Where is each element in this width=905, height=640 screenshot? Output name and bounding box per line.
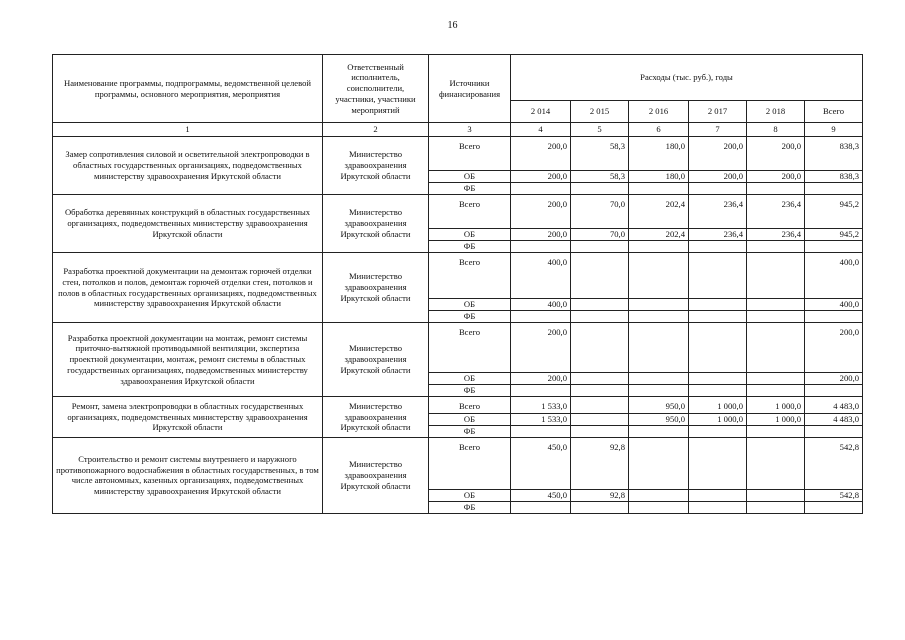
expense-value: 542,8 (805, 437, 863, 489)
funding-source: ФБ (429, 311, 511, 323)
column-number: 1 (53, 123, 323, 137)
funding-source: ОБ (429, 489, 511, 501)
header-year: 2 018 (747, 101, 805, 123)
expense-value: 180,0 (629, 171, 689, 183)
expense-value (511, 425, 571, 437)
column-number: 6 (629, 123, 689, 137)
expense-value: 450,0 (511, 489, 571, 501)
expense-value: 236,4 (689, 195, 747, 229)
expense-value (689, 501, 747, 513)
column-number: 5 (571, 123, 629, 137)
expense-value: 200,0 (511, 229, 571, 241)
expense-value: 400,0 (805, 299, 863, 311)
expense-value: 838,3 (805, 171, 863, 183)
expense-value (747, 183, 805, 195)
column-number: 3 (429, 123, 511, 137)
expense-value (629, 253, 689, 299)
expense-value (805, 241, 863, 253)
expense-value (689, 311, 747, 323)
expense-value (629, 183, 689, 195)
executor: Министерство здравоохранения Иркутской области (323, 437, 429, 513)
header-expenses: Расходы (тыс. руб.), годы (511, 55, 863, 101)
expense-value (747, 425, 805, 437)
expense-value: 200,0 (747, 171, 805, 183)
expense-value (571, 425, 629, 437)
executor: Министерство здравоохранения Иркутской области (323, 323, 429, 397)
expense-value (689, 323, 747, 373)
activity-name: Строительство и ремонт системы внутреннего и наружного противопожарного водоснабжения в областных государственных, в том числе автономных, казенных организациях, подведомственных министерству здравоохранения Иркутской области (53, 437, 323, 513)
expense-value (747, 489, 805, 501)
expense-value (747, 323, 805, 373)
page-number: 16 (447, 20, 458, 31)
header-year: 2 015 (571, 101, 629, 123)
expense-value (571, 311, 629, 323)
table-row (53, 397, 863, 414)
expense-value: 200,0 (689, 171, 747, 183)
expense-value: 202,4 (629, 195, 689, 229)
expense-value: 1 000,0 (747, 413, 805, 425)
expense-value (571, 323, 629, 373)
expense-value: 950,0 (629, 397, 689, 414)
funding-source: ФБ (429, 501, 511, 513)
expense-value: 92,8 (571, 489, 629, 501)
header-column-numbers (53, 123, 863, 137)
expense-value: 200,0 (511, 171, 571, 183)
expense-value: 945,2 (805, 195, 863, 229)
expense-value (571, 253, 629, 299)
expense-value: 1 533,0 (511, 397, 571, 414)
expense-value (747, 437, 805, 489)
expense-value: 200,0 (511, 195, 571, 229)
expense-value: 58,3 (571, 171, 629, 183)
expense-value: 400,0 (511, 253, 571, 299)
expense-value: 200,0 (805, 323, 863, 373)
expense-value (689, 373, 747, 385)
header-year: Всего (805, 101, 863, 123)
expense-value (689, 253, 747, 299)
expense-value (571, 299, 629, 311)
header-year: 2 016 (629, 101, 689, 123)
expense-value (747, 311, 805, 323)
expense-value (805, 311, 863, 323)
funding-source: ФБ (429, 385, 511, 397)
table-row (53, 253, 863, 299)
funding-source: Всего (429, 397, 511, 414)
funding-source: ФБ (429, 241, 511, 253)
expense-value (805, 183, 863, 195)
expense-value: 400,0 (511, 299, 571, 311)
expense-value (629, 501, 689, 513)
funding-source: ОБ (429, 171, 511, 183)
expense-value (511, 501, 571, 513)
expense-value (571, 501, 629, 513)
expense-value: 200,0 (747, 137, 805, 171)
expense-value (571, 385, 629, 397)
column-number: 2 (323, 123, 429, 137)
expense-value (629, 385, 689, 397)
header-source: Источники финансирования (429, 55, 511, 123)
expense-value (629, 489, 689, 501)
expense-value: 1 533,0 (511, 413, 571, 425)
funding-source: Всего (429, 195, 511, 229)
expense-value (511, 183, 571, 195)
header-year: 2 014 (511, 101, 571, 123)
expense-value: 945,2 (805, 229, 863, 241)
expense-value (629, 311, 689, 323)
expense-value: 236,4 (747, 195, 805, 229)
expense-value: 200,0 (511, 137, 571, 171)
expense-value: 58,3 (571, 137, 629, 171)
funding-source: Всего (429, 137, 511, 171)
expense-value (689, 437, 747, 489)
expense-value: 180,0 (629, 137, 689, 171)
expense-value (747, 253, 805, 299)
expense-value: 1 000,0 (747, 397, 805, 414)
expense-value: 400,0 (805, 253, 863, 299)
expense-value (629, 425, 689, 437)
funding-source: Всего (429, 323, 511, 373)
expense-value (689, 489, 747, 501)
funding-source: ФБ (429, 425, 511, 437)
expense-value (805, 501, 863, 513)
column-number: 7 (689, 123, 747, 137)
expense-value (747, 241, 805, 253)
executor: Министерство здравоохранения Иркутской области (323, 397, 429, 438)
activity-name: Разработка проектной документации на демонтаж горючей отделки стен, потолков и полов, демонтаж горючей отделки стен, потолков и полов в областных государственных организациях, подведомственных министерству здравоохранения Иркутской области (53, 253, 323, 323)
expense-value (629, 323, 689, 373)
expense-value: 200,0 (805, 373, 863, 385)
activity-name: Ремонт, замена электропроводки в областных государственных организациях, подведомственных министерству здравоохранения Иркутской области (53, 397, 323, 438)
expense-value: 838,3 (805, 137, 863, 171)
expense-value (511, 311, 571, 323)
expense-value: 542,8 (805, 489, 863, 501)
expense-value: 1 000,0 (689, 397, 747, 414)
activity-name: Замер сопротивления силовой и осветительной электропроводки в областных государственных организациях, подведомственных министерству здравоохранения Иркутской области (53, 137, 323, 195)
budget-table (52, 54, 863, 514)
executor: Министерство здравоохранения Иркутской области (323, 137, 429, 195)
expense-value: 4 483,0 (805, 413, 863, 425)
expense-value (805, 425, 863, 437)
expense-value: 200,0 (511, 373, 571, 385)
header-name: Наименование программы, подпрограммы, ведомственной целевой программы, основного мероприятия, мероприятия (53, 55, 323, 123)
column-number: 9 (805, 123, 863, 137)
expense-value: 950,0 (629, 413, 689, 425)
expense-value (689, 299, 747, 311)
header-year: 2 017 (689, 101, 747, 123)
column-number: 4 (511, 123, 571, 137)
activity-name: Обработка деревянных конструкций в областных государственных организациях, подведомственных министерству здравоохранения Иркутской области (53, 195, 323, 253)
funding-source: ОБ (429, 373, 511, 385)
activity-name: Разработка проектной документации на монтаж, ремонт системы приточно-вытяжной противодымной вентиляции, экспертиза проектной документации, монтаж, ремонт системы в областных государственных организациях, подведомственных министерству здравоохранения Иркутской области (53, 323, 323, 397)
expense-value (747, 385, 805, 397)
expense-value (629, 373, 689, 385)
expense-value: 200,0 (689, 137, 747, 171)
expense-value (689, 385, 747, 397)
table-body (53, 137, 863, 514)
expense-value (571, 397, 629, 414)
expense-value (511, 385, 571, 397)
expense-value (629, 437, 689, 489)
expense-value (689, 241, 747, 253)
funding-source: ОБ (429, 299, 511, 311)
table-row (53, 437, 863, 489)
expense-value (689, 425, 747, 437)
expense-value: 450,0 (511, 437, 571, 489)
table-row (53, 195, 863, 229)
header-executor: Ответственный исполнитель, соисполнители, участники, участники мероприятий (323, 55, 429, 123)
column-number: 8 (747, 123, 805, 137)
expense-value (629, 241, 689, 253)
expense-value (571, 241, 629, 253)
funding-source: ОБ (429, 229, 511, 241)
funding-source: ОБ (429, 413, 511, 425)
executor: Министерство здравоохранения Иркутской области (323, 195, 429, 253)
funding-source: ФБ (429, 183, 511, 195)
expense-value (689, 183, 747, 195)
funding-source: Всего (429, 253, 511, 299)
expense-value: 202,4 (629, 229, 689, 241)
expense-value (571, 413, 629, 425)
table-row (53, 137, 863, 171)
expense-value: 92,8 (571, 437, 629, 489)
expense-value: 236,4 (747, 229, 805, 241)
expense-value: 1 000,0 (689, 413, 747, 425)
expense-value (629, 299, 689, 311)
expense-value (571, 373, 629, 385)
expense-value: 236,4 (689, 229, 747, 241)
executor: Министерство здравоохранения Иркутской области (323, 253, 429, 323)
expense-value (747, 501, 805, 513)
expense-value: 200,0 (511, 323, 571, 373)
expense-value (805, 385, 863, 397)
table-row (53, 323, 863, 373)
expense-value (747, 373, 805, 385)
expense-value: 70,0 (571, 229, 629, 241)
expense-value: 70,0 (571, 195, 629, 229)
expense-value: 4 483,0 (805, 397, 863, 414)
expense-value (747, 299, 805, 311)
expense-value (511, 241, 571, 253)
expense-value (571, 183, 629, 195)
funding-source: Всего (429, 437, 511, 489)
